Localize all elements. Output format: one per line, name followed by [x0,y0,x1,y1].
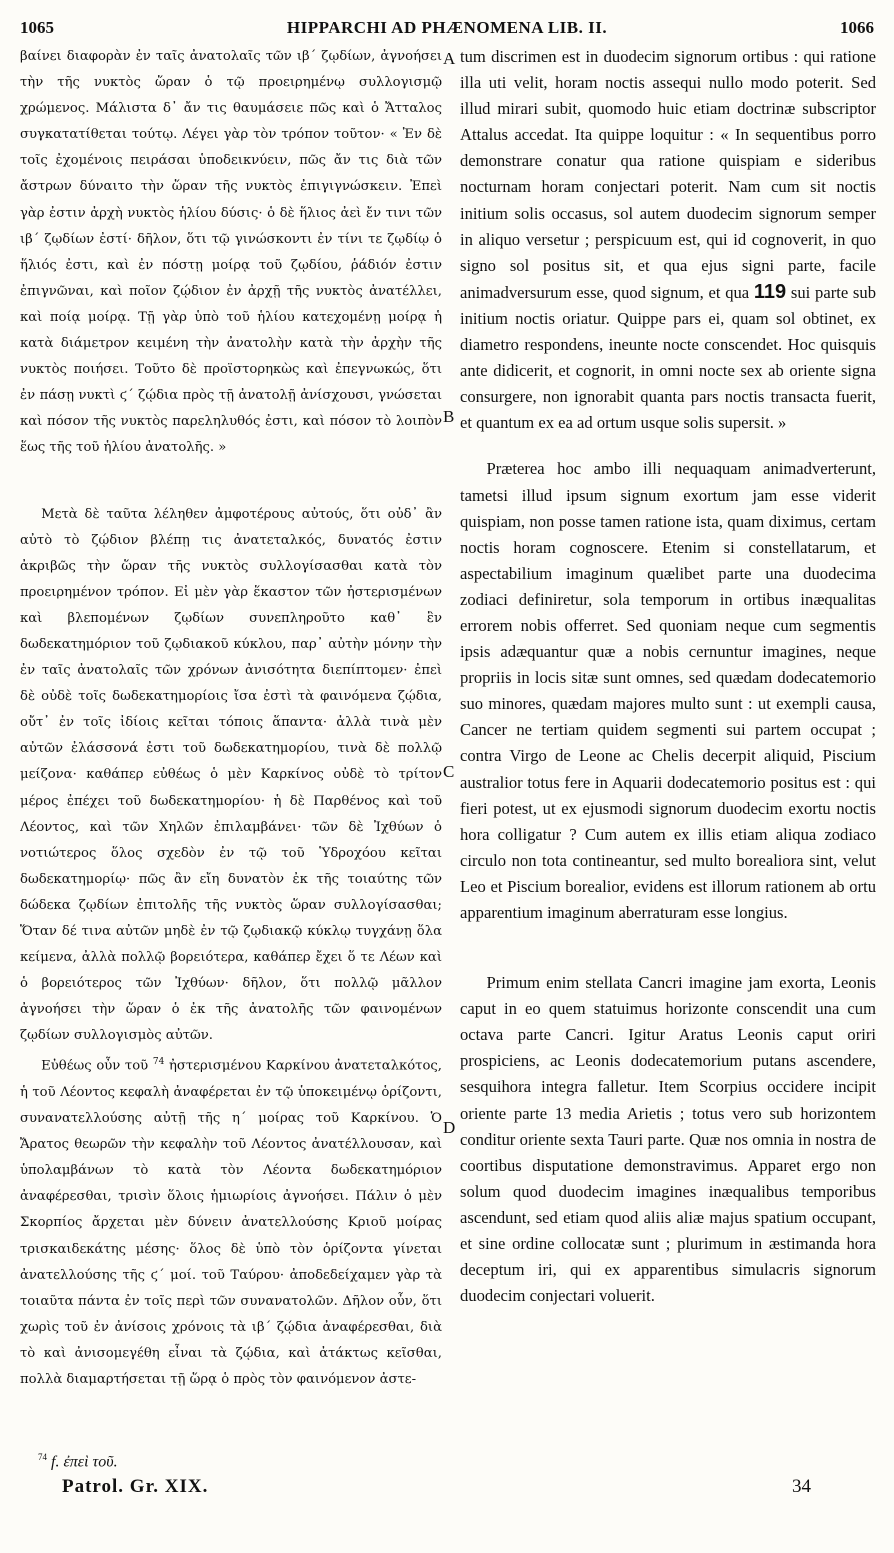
latin-column [460,44,876,1442]
footer-source: Patrol. Gr. XIX. [62,1476,209,1497]
latin-paragraph-2: Præterea hoc ambo illi nequaquam animadverterunt, tametsi illud ipsum signum exortum jam esse viderit quispiam, non posse tamen ratione ista, quam diximus, certam noctis horam cognoscere. Etenim si constellatarum, et aspectabilium imaginum quælibet parte una duodecima zodiaci definiretur, sola temporum in ortibus inæqualitas errorem nobis offerret. Sed quoniam neque cum segmentis ipsis adæquantur quæ a nobis cernuntur imagines, neque propriis in locis sitæ sunt omnes, sed quædam dodecatemorio suo minores, quædam majores multo sunt : ut exempli causa, Cancer ne tertiam quidem segmenti sui partem occupat ; contra Virgo de Leone ac Chelis decerpit aliquid, Piscium australior totus fere in Aquarii dodecatemorio positus est : qui fieri potest, ut ex ejusmodi signorum duodecim exortu noctis hora colligatur ? Cum autem ex illis etiam aliqua zodiaco circulo non tota contineantur, sed multo borealiora sint, velut Leo et Piscium borealior, evidens est illorum rationem ab ortu apparentium imaginum aberraturam esse longius. [460,459,876,922]
running-header [20,18,874,42]
footer-signature: 34 [792,1476,811,1497]
margin-marker-a: A [443,49,456,68]
greek-paragraph-1: βαίνει διαφορὰν ἐν ταῖς ἀνατολαῖς τῶν ιβ΄ ζῳδίων, ἀγνοήσει τὴν τῆς νυκτὸς ὥραν ὁ τῷ προειρημένῳ συλλογισμῷ χρώμενος. Μάλιστα δ᾽ ἄν τις θαυμάσειε πῶς καὶ ὁ Ἄτταλος συγκατατίθεται τούτῳ. Λέγει γὰρ τὸν τρόπον τοῦτον· « Ἐν δὲ τοῖς ἐχομένοις πειράσαι ὑποδεικνύειν, πῶς ἄν τις διὰ τῶν ἄστρων δύναιτο τὴν ὥραν τῆς νυκτὸς ἐπιγιγνώσκειν. Ἐπεὶ γὰρ ἐστιν ἀρχὴ νυκτὸς ἡλίου δύσις· ὁ δὲ ἥλιος ἀεὶ ἔν τινι τῶν ιβ΄ ζῳδίων ἐστί· δῆλον, ὅτι τῷ γινώσκοντι ἐν τίνι τε ζῳδίῳ ὁ ἥλιός ἐστι, καὶ ἐν πόστῃ μοίρᾳ τοῦ ζῳδίου, ῥάδιόν ἐστιν ἐπιγνῶναι, καὶ ποῖον ζῴδιον ἐν ἀρχῇ τῆς νυκτὸς ἀνατέλλει, καὶ ποίᾳ μοίρᾳ. Τῇ γὰρ ὑπὸ τοῦ ἡλίου κατεχομένῃ μοίρᾳ ἡ κατὰ διάμετρον κειμένη τὴν ἀνατολὴν κατὰ τὴν ἀρχὴν τῆς νυκτὸς ποιήσει. Τοῦτο δὲ προϊστορηκὼς καὶ ἐπεγνωκώς, ὅτι ἐν πάσῃ νυκτὶ ϛ΄ ζῴδια πρὸς τῇ ἀνατολῇ ἀνίσχουσι, γνώσεται καὶ πόσον τῆς νυκτὸς παρεληλυθός ἐστι, καὶ πόσον τὸ λοιπὸν ἕως τῆς τοῦ ἡλίου ἀνατολῆς. » [20,49,442,456]
greek-paragraph-3: Εὐθέως οὖν τοῦ $^{74}$ ἠστερισμένου Καρκίνου ἀνατεταλκότος, ἡ τοῦ Λέοντος κεφαλὴ ἀναφέρεται ἐν τῷ ὑποκειμένῳ ὁρίζοντι, συνανατελλούσης αὐτῇ τῆς η΄ μοίρας τοῦ Καρκίνου. Ὁ Ἄρατος θεωρῶν τὴν κεφαλὴν τοῦ Λέοντος ἀνατέλλουσαν, καὶ ὑπολαμβάνων τὸ κατὰ τὸν Λέοντα δωδεκατημόριον ἀναφέρεσθαι, τρισὶν ὅλοις ἡμιωρίοις ἀγνοήσει. Πάλιν ὁ μὲν Σκορπίος ἄρχεται μὲν δύνειν ἀνατελλούσης Κριοῦ μοίρας τρισκαιδεκάτης μέσης· ὅλος δὲ ὑπὸ τὸν ὁρίζοντα γίνεται ἀνατελλούσης τῆς ϛ΄ μοί. τοῦ Ταύρου· ἀποδεδείχαμεν γὰρ τὰ τοιαῦτα πάντα ἐν τοῖς περὶ τῶν συνανατολῶν. Δῆλον οὖν, ὅτι χωρὶς τοῦ ἐν ἀνίσοις χρόνοις τὰ ιβ΄ ζῴδια ἀναφέρεσθαι, διὰ τὸ καὶ ἀνισομεγέθη εἶναι τὰ ζῴδια, καὶ ἀτάκτως κεῖσθαι, πολλὰ διαμαρτήσεται τῇ ὥρᾳ ὁ πρὸς τὸν φαινόμενον ἀστε- [20,1057,442,1387]
column-number: 119 [753,280,787,303]
footnote-text: f. ἐπεὶ τοῦ. [51,1453,118,1471]
footnote-ref: 74 [152,1057,165,1068]
page-number-right: 1066 [840,18,874,37]
latin-paragraph-3: Primum enim stellata Cancri imagine jam exorta, Leonis caput in eo quem statuimus horizonte conscendit una cum octava parte Cancri. Igitur Aratus Leonis caput oriri prospiciens, ac Leonis dodecatemorium putans ascendere, sesquihora integra falletur. Item Scorpius occidere incipit oriente parte 13 media Arietis ; totus vero sub horizontem conditur oriente sexta Tauri parte. Quæ nos omnia in nostra de coortibus disputatione demonstravimus. Apparet ergo non solum quod duodecim imagines inæqualibus temporibus ascendunt, sed etiam quod aliis aliæ majus spatium occupant, et sine ordine collocatæ sunt ; plurimum in æstimanda hora deceptum iri, qui ex apparentibus simulacris signorum duodecim conjectari voluerit. [460,973,876,1306]
page-number-left: 1065 [20,18,54,37]
margin-marker-c: C [443,762,455,781]
greek-paragraph-2: Μετὰ δὲ ταῦτα λέληθεν ἀμφοτέρους αὐτούς, ὅτι οὐδ᾽ ἂν αὐτὸ τὸ ζῴδιον βλέπῃ τις ἀνατεταλκός, δυνατός ἐστιν ἀκριβῶς τὴν ὥραν τῆς νυκτὸς συλλογίσασθαι κατὰ τὸν προειρημένον τρόπον. Εἰ μὲν γὰρ ἕκαστον τῶν ἠστερισμένων καὶ βλεπομένων ζῳδίων συνεπληροῦτο καθ᾽ ἓν δωδεκατημόριον τοῦ ζῳδιακοῦ κύκλου, παρ᾽ αὐτὴν μόνην τὴν ἐν ταῖς ἀνατολαῖς τῶν χρόνων ἀνισότητα διεπίπτομεν· ἐπεὶ δὲ οὐδὲ τοῖς δωδεκατημορίοις ἴσα ἐστὶ τὰ φαινόμενα ζῴδια, οὔτ᾽ ἐν τοῖς ἰδίοις κεῖται τόποις ἅπαντα· ἀλλὰ τινὰ μὲν αὐτῶν ἐλάσσονά ἐστι τοῦ δωδεκατημορίου, τινὰ δὲ πολλῷ μείζονα· καθάπερ εὐθέως ὁ μὲν Καρκίνος οὐδὲ τὸ τρίτον μέρος ἐπέχει τοῦ δωδεκατημορίου· ἡ δὲ Παρθένος καὶ τοῦ Λέοντος, καὶ τῶν Χηλῶν ἐπιλαμβάνει· τῶν δὲ Ἰχθύων ὁ νοτιώτερος ὅλος σχεδὸν ἐν τῷ τοῦ Ὑδροχόου κεῖται δωδεκατημορίῳ· πῶς ἂν εἴη δυνατὸν ἐκ τῆς τοιαύτης τῶν δώδεκα ζῳδίων ἐπιτολῆς τῆς νυκτὸς ὥραν συλλογίσασθαι; Ὅταν δέ τινα αὐτῶν μηδὲ ἐν τῷ ζῳδιακῷ κύκλῳ τυγχάνῃ ὅλα κείμενα, ἀλλὰ πολλῷ βορειότερα, καθάπερ ἔχει ὅ τε Λέων καὶ ὁ βορειότερος τῶν Ἰχθύων· δῆλον, ὅτι πολλῷ μᾶλλον ἀγνοήσει τὴν ὥραν ὁ ἐκ τῆς ἀνατολῆς τῶν φαινομένων ζῳδίων συλλογισμὸς αὐτῶν. [20,506,442,1044]
footnote-number: 74 [38,1452,47,1462]
greek-column [20,44,442,1442]
margin-marker-d: D [443,1118,456,1137]
latin-paragraph-1: tum discrimen est in duodecim signorum ortibus : qui ratione illa uti velit, horam noctis assequi nullo modo poterit. Sed illud mirari subit, quomodo huic etiam doctrinæ subscriptor Attalus accedat. Ita quippe loquitur : « In sequentibus porro demonstrare conatur qua ratione quispiam e sideribus nocturnam horam conjectari poterit. Nam cum sit noctis initium solis occasus, sol autem duodecim signorum semper in aliquo versetur ; perspicuum est, qui id cognoverit, in quo signo sol positus sit, et qua ejus signi parte, facile animadversurum esse, quod signum, et qua 119 sui parte sub initium noctis oriatur. Quippe pars ei, quam sol obtinet, ex diametro respondens, ineunte nocte conscendet. Hoc quisquis ante didicerit, et cognorit, in omni nocte sex ab oriente signa consurgere, non ignorabit quanta pars noctis transacta fuerit, et quantum ex ea ad ortum usque solis supersit. » [460,47,876,433]
footnote [38,1452,118,1471]
running-title: HIPPARCHI AD PHÆNOMENA LIB. II. [286,18,608,37]
margin-marker-b: B [443,407,455,426]
